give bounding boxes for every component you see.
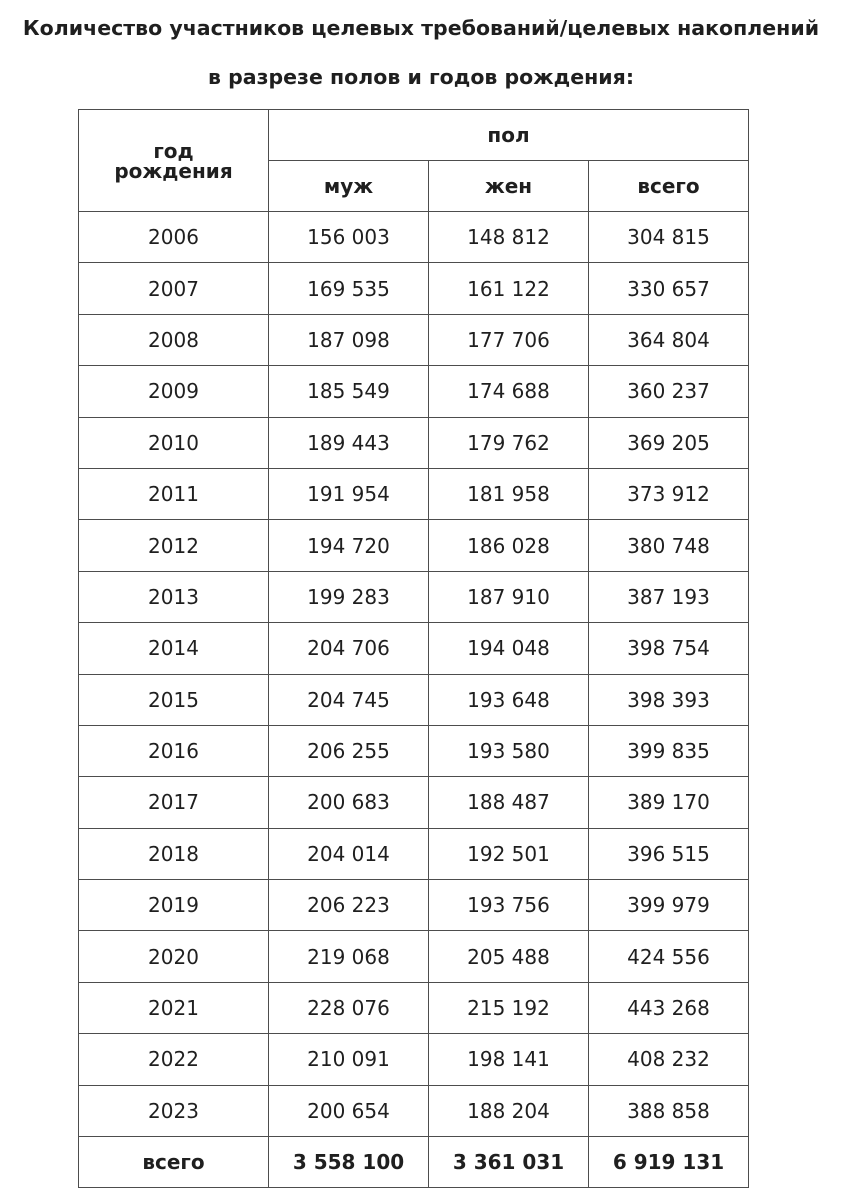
male-cell: 194 720: [269, 520, 429, 571]
total-cell: 369 205: [589, 417, 749, 468]
female-cell: 181 958: [429, 468, 589, 519]
total-cell: 360 237: [589, 366, 749, 417]
table-row: [79, 623, 749, 674]
table-row: [79, 417, 749, 468]
year-cell: 2022: [79, 1034, 269, 1085]
female-cell: 193 756: [429, 880, 589, 931]
table-row: [79, 366, 749, 417]
male-cell: 204 745: [269, 674, 429, 725]
table-row: [79, 520, 749, 571]
male-column-header: муж: [269, 161, 429, 212]
year-cell: 2018: [79, 828, 269, 879]
male-cell: 185 549: [269, 366, 429, 417]
male-cell: 169 535: [269, 263, 429, 314]
male-cell: 200 683: [269, 777, 429, 828]
year-cell: 2015: [79, 674, 269, 725]
total-male-cell: 3 558 100: [269, 1137, 429, 1188]
table-row: [79, 777, 749, 828]
year-header-line-2: рождения: [114, 158, 233, 183]
year-cell: 2010: [79, 417, 269, 468]
female-cell: 193 648: [429, 674, 589, 725]
total-cell: 389 170: [589, 777, 749, 828]
female-cell: 194 048: [429, 623, 589, 674]
table-row: [79, 828, 749, 879]
female-cell: 215 192: [429, 982, 589, 1033]
female-column-header: жен: [429, 161, 589, 212]
total-cell: 387 193: [589, 571, 749, 622]
table-row: [79, 931, 749, 982]
total-cell: 399 835: [589, 725, 749, 776]
male-cell: 187 098: [269, 314, 429, 365]
total-cell: 443 268: [589, 982, 749, 1033]
participants-table: [78, 109, 749, 1188]
year-cell: 2011: [79, 468, 269, 519]
male-cell: 204 014: [269, 828, 429, 879]
table-row: [79, 263, 749, 314]
female-cell: 161 122: [429, 263, 589, 314]
year-column-header: [79, 110, 269, 212]
male-cell: 228 076: [269, 982, 429, 1033]
year-cell: 2008: [79, 314, 269, 365]
female-cell: 205 488: [429, 931, 589, 982]
total-cell: 408 232: [589, 1034, 749, 1085]
total-cell: 424 556: [589, 931, 749, 982]
male-cell: 206 255: [269, 725, 429, 776]
table-row: [79, 212, 749, 263]
total-cell: 388 858: [589, 1085, 749, 1136]
year-cell: 2020: [79, 931, 269, 982]
male-cell: 199 283: [269, 571, 429, 622]
year-cell: 2016: [79, 725, 269, 776]
total-cell: 399 979: [589, 880, 749, 931]
female-cell: 193 580: [429, 725, 589, 776]
total-cell: 330 657: [589, 263, 749, 314]
year-cell: 2007: [79, 263, 269, 314]
female-cell: 188 204: [429, 1085, 589, 1136]
male-cell: 200 654: [269, 1085, 429, 1136]
female-cell: 186 028: [429, 520, 589, 571]
year-cell: 2019: [79, 880, 269, 931]
table-row: [79, 880, 749, 931]
male-cell: 206 223: [269, 880, 429, 931]
male-cell: 210 091: [269, 1034, 429, 1085]
total-cell: 364 804: [589, 314, 749, 365]
female-cell: 174 688: [429, 366, 589, 417]
female-cell: 187 910: [429, 571, 589, 622]
male-cell: 189 443: [269, 417, 429, 468]
year-cell: 2023: [79, 1085, 269, 1136]
female-cell: 198 141: [429, 1034, 589, 1085]
table-row: [79, 1034, 749, 1085]
year-cell: 2012: [79, 520, 269, 571]
year-cell: 2013: [79, 571, 269, 622]
table-row: [79, 725, 749, 776]
sex-group-header: пол: [269, 110, 749, 161]
total-female-cell: 3 361 031: [429, 1137, 589, 1188]
table-row: [79, 1085, 749, 1136]
table-body: [79, 212, 749, 1137]
male-cell: 219 068: [269, 931, 429, 982]
female-cell: 192 501: [429, 828, 589, 879]
total-cell: 373 912: [589, 468, 749, 519]
table-row: [79, 674, 749, 725]
title-line-1: Количество участников целевых требований/целевых накоплений: [22, 16, 820, 40]
male-cell: 191 954: [269, 468, 429, 519]
table-row: [79, 982, 749, 1033]
total-cell: 396 515: [589, 828, 749, 879]
female-cell: 177 706: [429, 314, 589, 365]
year-cell: 2017: [79, 777, 269, 828]
female-cell: 179 762: [429, 417, 589, 468]
total-column-header: всего: [589, 161, 749, 212]
female-cell: 148 812: [429, 212, 589, 263]
total-cell: 398 754: [589, 623, 749, 674]
year-cell: 2009: [79, 366, 269, 417]
total-cell: 380 748: [589, 520, 749, 571]
male-cell: 204 706: [269, 623, 429, 674]
year-cell: 2006: [79, 212, 269, 263]
total-all-cell: 6 919 131: [589, 1137, 749, 1188]
total-row-label: всего: [79, 1137, 269, 1188]
table-row: [79, 468, 749, 519]
total-row: [79, 1137, 749, 1188]
header-row-1: [79, 110, 749, 161]
female-cell: 188 487: [429, 777, 589, 828]
year-cell: 2014: [79, 623, 269, 674]
total-cell: 398 393: [589, 674, 749, 725]
year-cell: 2021: [79, 982, 269, 1033]
male-cell: 156 003: [269, 212, 429, 263]
table-row: [79, 571, 749, 622]
year-header-line-1: год: [153, 138, 194, 163]
table-row: [79, 314, 749, 365]
title-line-2: в разрезе полов и годов рождения:: [207, 65, 635, 89]
total-cell: 304 815: [589, 212, 749, 263]
